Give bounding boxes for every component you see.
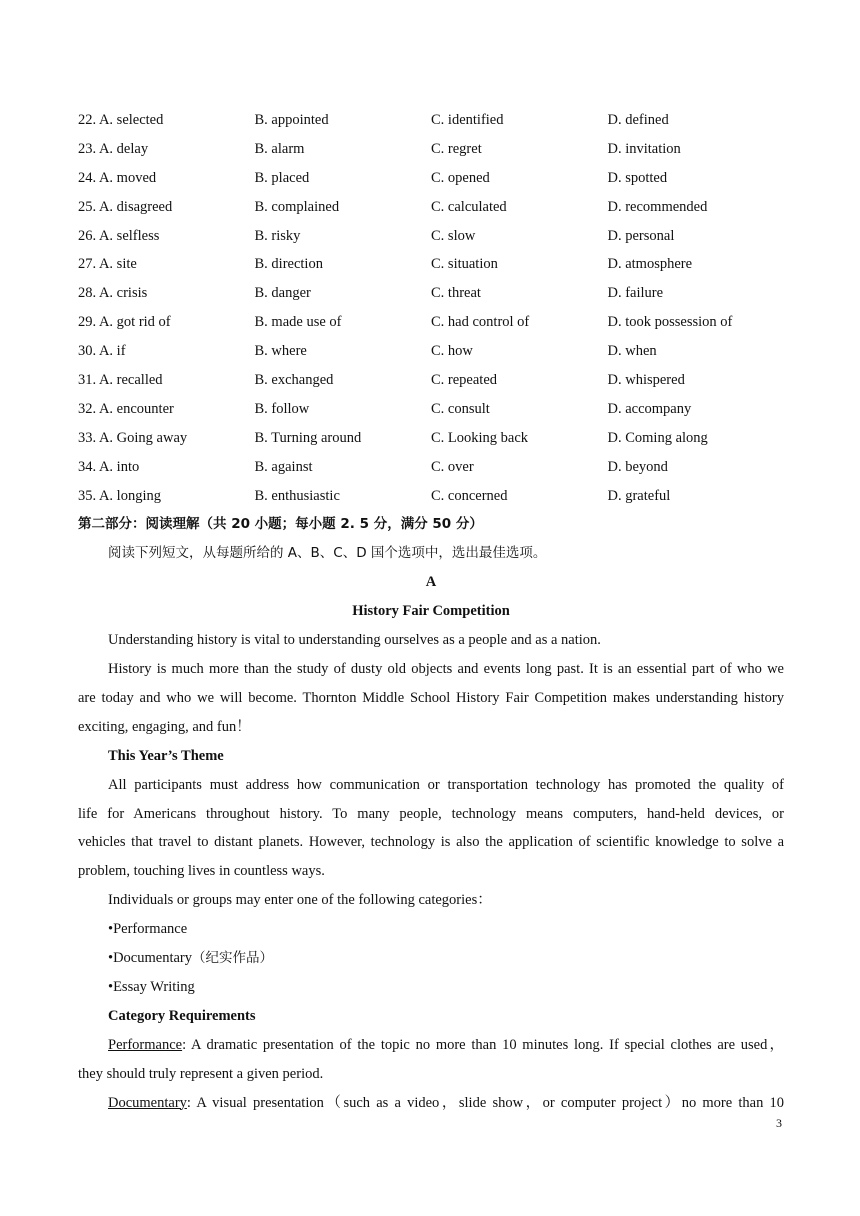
option-text: 30. A. if xyxy=(78,343,126,360)
option-text: 28. A. crisis xyxy=(78,285,148,302)
option-text: D. beyond xyxy=(607,458,668,475)
option-text: B. exchanged xyxy=(254,371,334,388)
option-text: B. appointed xyxy=(254,111,329,128)
option-text: C. calculated xyxy=(431,198,507,215)
question-row xyxy=(78,222,784,251)
option-text: C. identified xyxy=(431,111,504,128)
question-row xyxy=(78,337,784,366)
option-text: B. risky xyxy=(254,227,301,244)
option-text: B. made use of xyxy=(254,314,342,331)
option-text: 22. A. selected xyxy=(78,111,164,128)
option-text: C. concerned xyxy=(431,487,508,504)
page-content xyxy=(78,106,784,1118)
question-row xyxy=(78,453,784,482)
option-text: 35. A. longing xyxy=(78,487,161,504)
question-row xyxy=(78,135,784,164)
option-text: D. spotted xyxy=(607,169,668,186)
option-text: D. recommended xyxy=(607,198,708,215)
option-text: D. grateful xyxy=(607,487,671,504)
option-text: D. personal xyxy=(607,227,675,244)
option-text: B. against xyxy=(254,458,313,475)
option-text: D. defined xyxy=(607,111,669,128)
paragraph-2-line-2: are today and who we will become. Thornton Middle School History Fair Competition makes understanding history xyxy=(78,689,784,706)
option-text: B. complained xyxy=(254,198,340,215)
performance-requirement-line-2: they should truly represent a given period. xyxy=(78,1065,324,1082)
requirements-heading: Category Requirements xyxy=(108,1007,256,1024)
category-essay-writing: •Essay Writing xyxy=(108,978,195,995)
passage-title: History Fair Competition xyxy=(352,603,510,620)
performance-requirement-line-1: Performance: A dramatic presentation of the topic no more than 10 minutes long. If special clothes are used， xyxy=(108,1036,784,1053)
option-text: 23. A. delay xyxy=(78,140,149,157)
option-text: D. invitation xyxy=(607,140,681,157)
paragraph-4: Individuals or groups may enter one of the following categories： xyxy=(108,892,492,909)
paragraph-2-line-1: History is much more than the study of dusty old objects and events long past. It is an essential part of who we xyxy=(108,661,784,677)
option-text: D. whispered xyxy=(607,371,685,388)
paragraph-1: Understanding history is vital to understanding ourselves as a people and as a nation. xyxy=(108,632,601,649)
option-text: 31. A. recalled xyxy=(78,371,163,388)
question-row xyxy=(78,424,784,453)
question-row xyxy=(78,308,784,337)
paragraph-3-line-4: problem, touching lives in countless ways. xyxy=(78,863,325,880)
option-text: D. atmosphere xyxy=(607,256,693,273)
option-text: 32. A. encounter xyxy=(78,400,174,417)
question-row xyxy=(78,279,784,308)
option-text: 25. A. disagreed xyxy=(78,198,173,215)
option-text: 33. A. Going away xyxy=(78,429,188,446)
paragraph-3-line-2: life for Americans throughout history. To many people, technology means computers, hand-held devices, or xyxy=(78,805,784,822)
option-text: B. alarm xyxy=(254,140,305,157)
option-text: D. failure xyxy=(607,285,664,302)
option-text: 29. A. got rid of xyxy=(78,314,171,331)
option-text: C. Looking back xyxy=(431,429,529,446)
option-text: C. slow xyxy=(431,227,476,244)
option-text: C. situation xyxy=(431,256,498,273)
option-text: 26. A. selfless xyxy=(78,227,160,244)
option-text: B. direction xyxy=(254,256,323,273)
option-text: 27. A. site xyxy=(78,256,137,273)
page-number: 3 xyxy=(776,1116,782,1130)
section-instruction: 阅读下列短文，从每题所给的 A、B、C、D 国个选项中，选出最佳选项。 xyxy=(108,545,547,562)
option-text: C. threat xyxy=(431,285,481,302)
category-documentary: •Documentary（纪实作品） xyxy=(108,950,273,967)
option-text: C. had control of xyxy=(431,314,530,331)
option-text: B. Turning around xyxy=(254,429,362,446)
option-text: D. when xyxy=(607,343,657,360)
option-text: C. repeated xyxy=(431,371,498,388)
question-row xyxy=(78,366,784,395)
option-text: C. over xyxy=(431,458,474,475)
paragraph-3-line-3: vehicles that travel to distant planets. However, technology is also the application of scientific knowledge to solve a xyxy=(78,834,784,851)
option-text: C. consult xyxy=(431,400,490,417)
option-text: B. follow xyxy=(254,400,310,417)
option-text: B. where xyxy=(254,343,307,360)
option-text: C. regret xyxy=(431,140,482,157)
option-text: D. Coming along xyxy=(607,429,708,446)
question-row xyxy=(78,193,784,222)
option-text: D. took possession of xyxy=(607,314,733,331)
option-text: B. danger xyxy=(254,285,311,302)
option-text: B. enthusiastic xyxy=(254,487,340,504)
passage-letter: A xyxy=(425,574,437,591)
option-text: B. placed xyxy=(254,169,310,186)
theme-heading: This Year’s Theme xyxy=(108,747,224,764)
option-text: C. opened xyxy=(431,169,490,186)
answer-options-table xyxy=(78,106,784,510)
question-row xyxy=(78,250,784,279)
option-text: 24. A. moved xyxy=(78,169,157,186)
question-row xyxy=(78,164,784,193)
paragraph-2-line-3: exciting, engaging, and fun！ xyxy=(78,718,251,735)
question-row xyxy=(78,395,784,424)
documentary-requirement-line-1: Documentary: A visual presentation（such as a video，slide show，or computer project）no more than 10 xyxy=(108,1094,784,1111)
category-performance: •Performance xyxy=(108,921,188,938)
question-row xyxy=(78,482,784,511)
section-heading: 第二部分：阅读理解（共 20 小题；每小题 2. 5 分，满分 50 分） xyxy=(78,516,483,533)
paragraph-3-line-1: All participants must address how communication or transportation technology has promoted the quality of xyxy=(108,776,784,793)
question-row xyxy=(78,106,784,135)
option-text: D. accompany xyxy=(607,400,692,417)
option-text: 34. A. into xyxy=(78,458,140,475)
option-text: C. how xyxy=(431,343,473,360)
